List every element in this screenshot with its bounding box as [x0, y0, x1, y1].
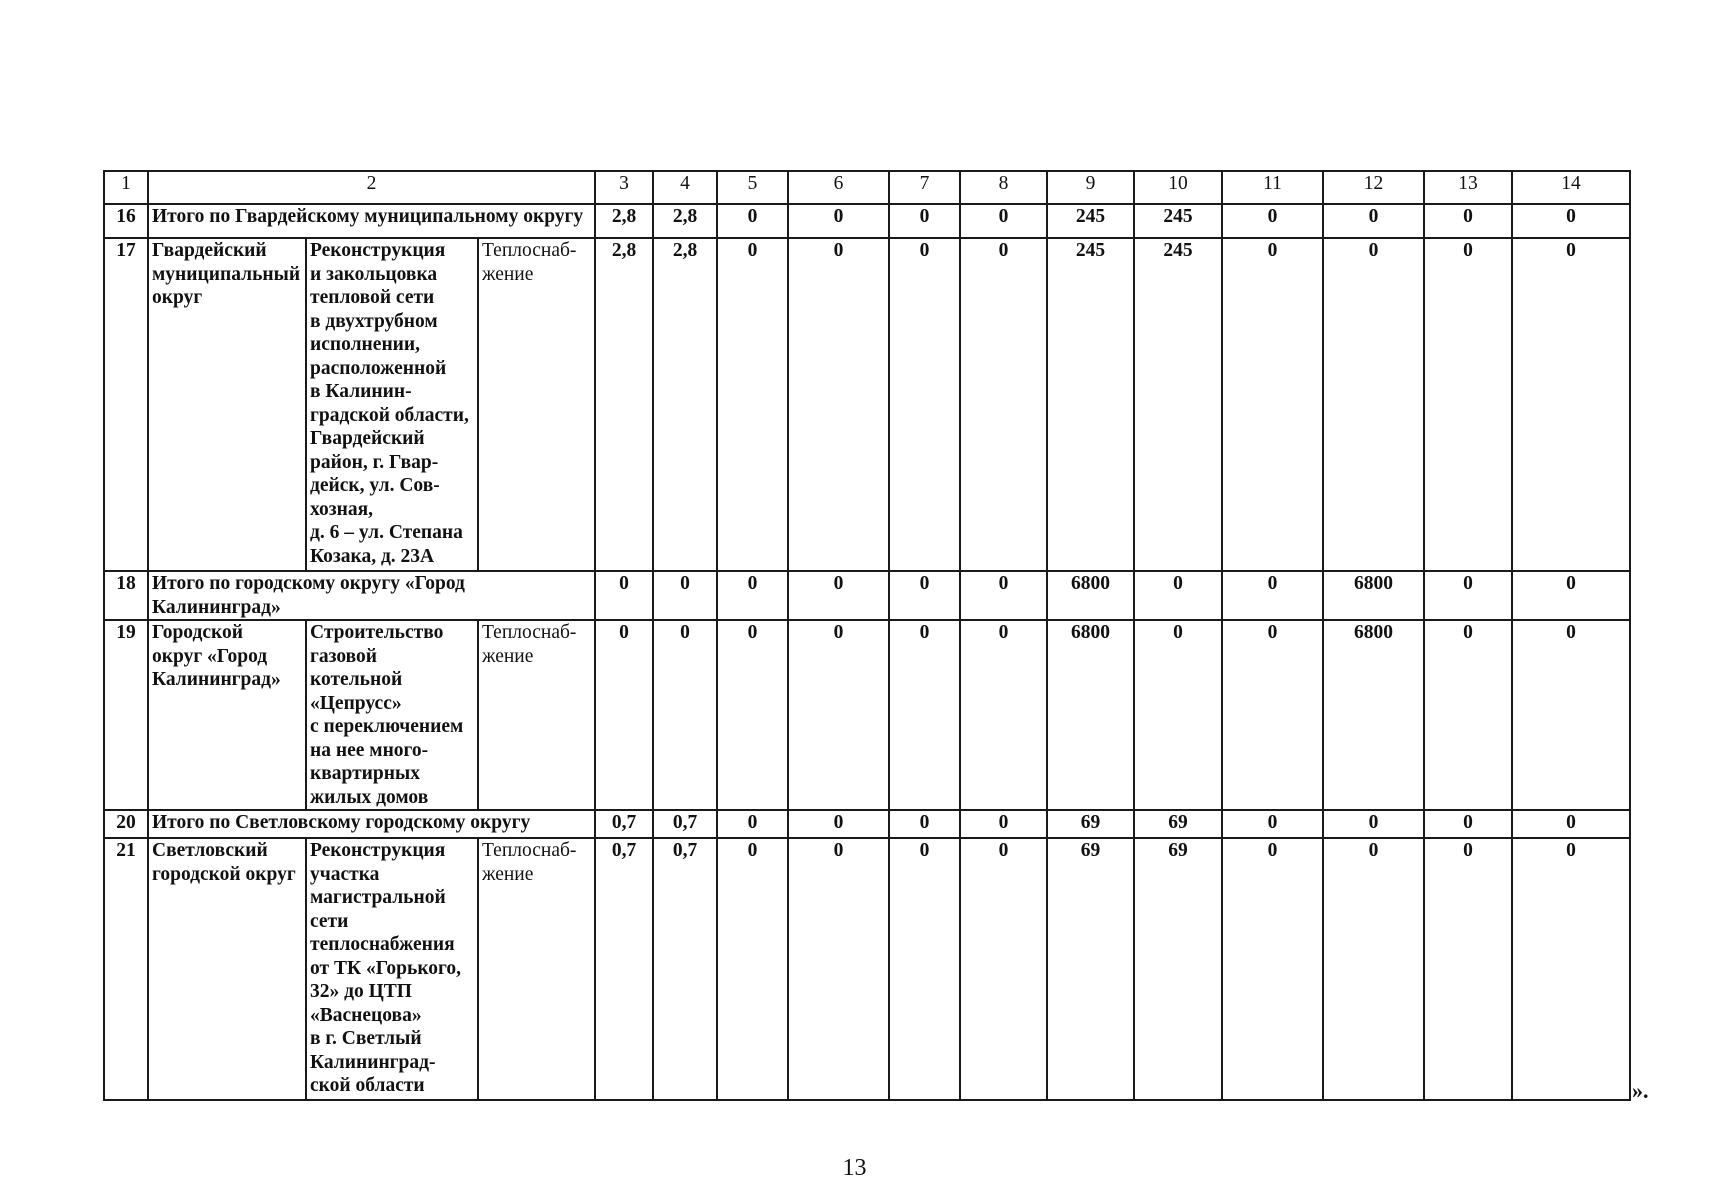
- detail-row: [104, 838, 1630, 1100]
- value-cell: 0: [1222, 238, 1323, 571]
- page-number: 13: [842, 1155, 867, 1181]
- value-cell: 69: [1134, 838, 1222, 1100]
- header-cell: 4: [653, 171, 717, 204]
- value-cell: 0: [1424, 810, 1512, 838]
- value-cell: 2,8: [653, 204, 717, 238]
- value-cell: 0: [788, 810, 889, 838]
- value-cell: 0: [788, 238, 889, 571]
- value-cell: 0,7: [595, 838, 653, 1100]
- value-cell: 0: [788, 620, 889, 810]
- data-table: [103, 170, 1631, 1101]
- value-cell: 0: [1512, 810, 1630, 838]
- category-cell: Теплоснаб- жение: [478, 838, 595, 1100]
- value-cell: 0: [1424, 620, 1512, 810]
- value-cell: 0: [1134, 620, 1222, 810]
- value-cell: 0: [960, 204, 1047, 238]
- header-cell: 6: [788, 171, 889, 204]
- value-cell: 0: [717, 571, 788, 620]
- header-cell: 5: [717, 171, 788, 204]
- value-cell: 0: [1323, 810, 1424, 838]
- value-cell: 2,8: [653, 238, 717, 571]
- table-body: [104, 171, 1630, 1100]
- value-cell: 0: [960, 620, 1047, 810]
- detail-row: [104, 238, 1630, 571]
- value-cell: 0: [1323, 838, 1424, 1100]
- value-cell: 0: [653, 620, 717, 810]
- header-cell: 8: [960, 171, 1047, 204]
- row-number: 21: [104, 838, 148, 1100]
- value-cell: 0: [1512, 571, 1630, 620]
- value-cell: 6800: [1047, 571, 1134, 620]
- project-cell: Реконструкция участка магистральной сети теплоснабжения от ТК «Горького, 32» до ЦТП «Васнецова» в г. Светлый Калининград- ской области: [306, 838, 478, 1100]
- header-cell: 2: [148, 171, 595, 204]
- value-cell: 245: [1047, 238, 1134, 571]
- total-row: [104, 571, 1630, 620]
- value-cell: 0: [960, 238, 1047, 571]
- value-cell: 0: [1323, 238, 1424, 571]
- category-cell: Теплоснаб- жение: [478, 238, 595, 571]
- closing-quote-mark: ».: [1632, 1078, 1649, 1103]
- row-number: 19: [104, 620, 148, 810]
- value-cell: 0: [595, 571, 653, 620]
- value-cell: 0: [1512, 838, 1630, 1100]
- value-cell: 0: [1424, 238, 1512, 571]
- value-cell: 0: [717, 810, 788, 838]
- value-cell: 0: [889, 238, 960, 571]
- value-cell: 69: [1134, 810, 1222, 838]
- value-cell: 0: [1512, 238, 1630, 571]
- value-cell: 0: [960, 810, 1047, 838]
- value-cell: 0: [788, 204, 889, 238]
- row-number: 17: [104, 238, 148, 571]
- district-cell: Городской округ «Город Калининград»: [148, 620, 306, 810]
- value-cell: 0: [1512, 620, 1630, 810]
- value-cell: 0: [889, 571, 960, 620]
- value-cell: 0: [653, 571, 717, 620]
- value-cell: 0: [889, 620, 960, 810]
- header-cell: 1: [104, 171, 148, 204]
- value-cell: 6800: [1047, 620, 1134, 810]
- value-cell: 0: [717, 204, 788, 238]
- row-number: 16: [104, 204, 148, 238]
- value-cell: 0: [1512, 204, 1630, 238]
- header-cell: 7: [889, 171, 960, 204]
- value-cell: 0: [595, 620, 653, 810]
- total-label: Итого по Светловскому городскому округу: [148, 810, 595, 838]
- header-cell: 12: [1323, 171, 1424, 204]
- value-cell: 245: [1047, 204, 1134, 238]
- category-cell: Теплоснаб- жение: [478, 620, 595, 810]
- value-cell: 69: [1047, 838, 1134, 1100]
- value-cell: 0: [1222, 571, 1323, 620]
- value-cell: 6800: [1323, 571, 1424, 620]
- district-cell: Светловский городской округ: [148, 838, 306, 1100]
- value-cell: 0: [788, 838, 889, 1100]
- district-cell: Гвардейский муниципальный округ: [148, 238, 306, 571]
- value-cell: 0: [717, 620, 788, 810]
- value-cell: 6800: [1323, 620, 1424, 810]
- value-cell: 245: [1134, 204, 1222, 238]
- header-cell: 10: [1134, 171, 1222, 204]
- value-cell: 0: [889, 204, 960, 238]
- value-cell: 69: [1047, 810, 1134, 838]
- detail-row: [104, 620, 1630, 810]
- value-cell: 0: [788, 571, 889, 620]
- value-cell: 0: [960, 571, 1047, 620]
- value-cell: 0: [1222, 810, 1323, 838]
- value-cell: 0: [1424, 838, 1512, 1100]
- value-cell: 0,7: [653, 810, 717, 838]
- value-cell: 0: [1222, 838, 1323, 1100]
- value-cell: 2,8: [595, 238, 653, 571]
- header-row: [104, 171, 1630, 204]
- project-cell: Строительство газовой котельной «Цепрусс» с переключением на нее много- квартирных жилых домов: [306, 620, 478, 810]
- value-cell: 0,7: [595, 810, 653, 838]
- total-row: [104, 810, 1630, 838]
- value-cell: 0: [889, 838, 960, 1100]
- total-row: [104, 204, 1630, 238]
- row-number: 20: [104, 810, 148, 838]
- header-cell: 13: [1424, 171, 1512, 204]
- total-label: Итого по Гвардейскому муниципальному округу: [148, 204, 595, 238]
- header-cell: 11: [1222, 171, 1323, 204]
- value-cell: 0: [1424, 571, 1512, 620]
- row-number: 18: [104, 571, 148, 620]
- header-cell: 3: [595, 171, 653, 204]
- value-cell: 0: [1323, 204, 1424, 238]
- value-cell: 0: [960, 838, 1047, 1100]
- value-cell: 0: [1424, 204, 1512, 238]
- total-label: Итого по городскому округу «Город Калининград»: [148, 571, 595, 620]
- value-cell: 2,8: [595, 204, 653, 238]
- value-cell: 245: [1134, 238, 1222, 571]
- value-cell: 0: [1222, 620, 1323, 810]
- value-cell: 0: [1134, 571, 1222, 620]
- header-cell: 14: [1512, 171, 1630, 204]
- project-cell: Реконструкция и закольцовка тепловой сети в двухтрубном исполнении, расположенной в Калинин- градской области, Гвардейский район, г. Гвар- дейск, ул. Сов- хозная, д. 6 – ул. Степана Козака, д. 23А: [306, 238, 478, 571]
- value-cell: 0: [717, 238, 788, 571]
- value-cell: 0: [1222, 204, 1323, 238]
- value-cell: 0,7: [653, 838, 717, 1100]
- value-cell: 0: [717, 838, 788, 1100]
- value-cell: 0: [889, 810, 960, 838]
- header-cell: 9: [1047, 171, 1134, 204]
